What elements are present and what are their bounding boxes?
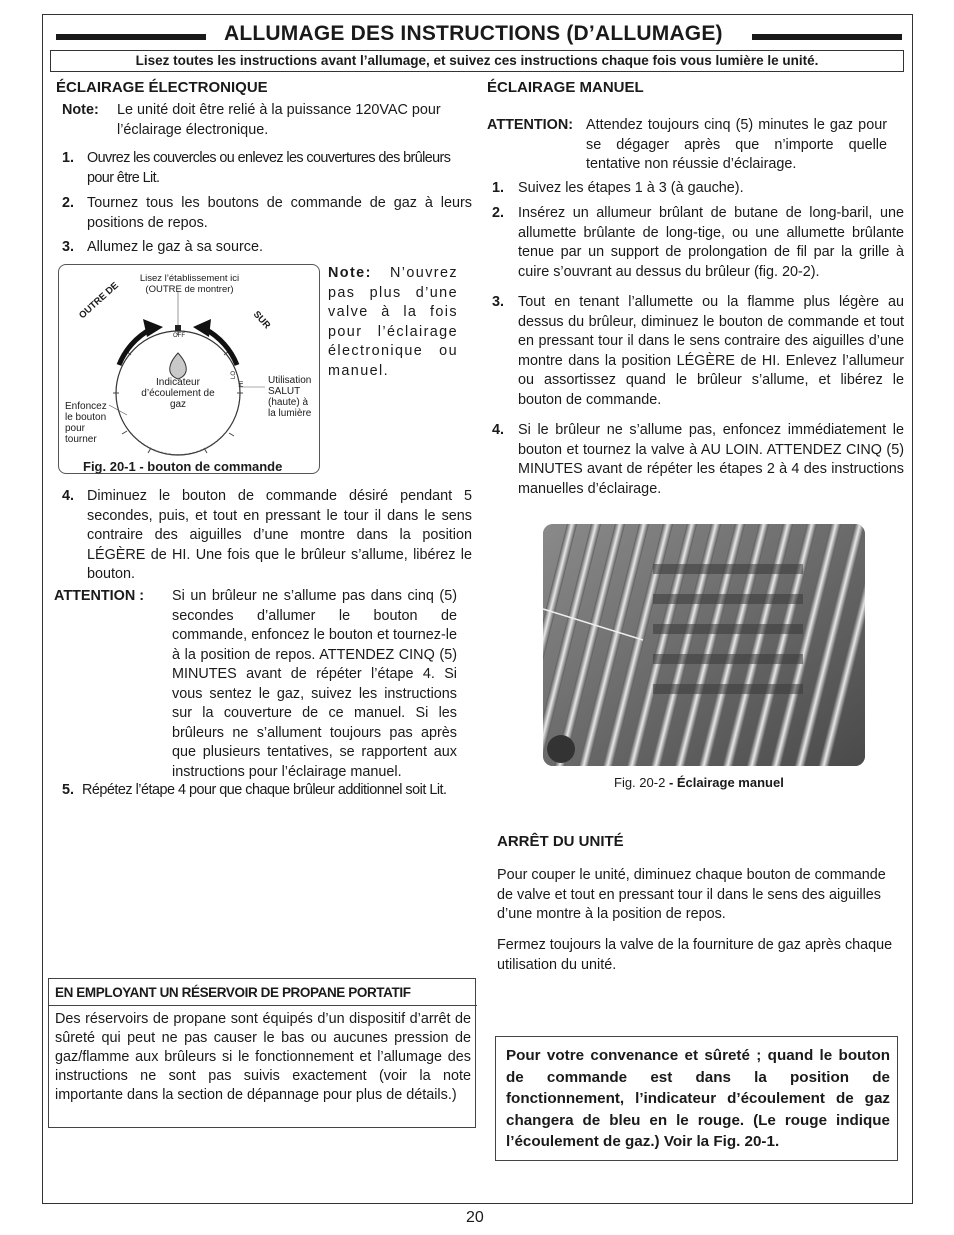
step-number: 1. — [492, 180, 505, 196]
step-text: Tout en tenant l’allumette ou la flamme plus légère au dessus du brûleur, diminuez le bouton de commande et tout en pressant tour il dans le sens contraire des aiguilles d’une montre dans la position LÉGÈRE de HI. Enlevez l’allumeur ou assortissez quand le brûleur s’allume, et libérez le bouton de commande. — [518, 294, 904, 408]
note-text: Le unité doit être relié à la puissance 120VAC pour l’éclairage électronique. — [117, 102, 441, 138]
electronic-heading: ÉCLAIRAGE ÉLECTRONIQUE — [56, 79, 268, 96]
indicator-label: Indicateur d’écoulement de gaz — [141, 377, 215, 410]
subtitle-banner: Lisez toutes les instructions avant l’allumage, et suivez ces instructions chaque fois vous lumière le unité. — [50, 50, 904, 72]
attention-label: ATTENTION : — [54, 588, 145, 604]
step-text: Insérez un allumeur brûlant de butane de long-baril, une allumette brûlante de long-tige, ou une allumette brûlante tenue par un support de prolongation de fil par la grille à cuire s’ouvrant au dessus du brûleur (fig. 20-2). — [518, 205, 904, 280]
push-label: Enfoncez le bouton pour tourner — [65, 401, 107, 445]
attention-text: Si un brûleur ne s’allume pas dans cinq (5) secondes d’allumer le bouton de commande, enfoncez le bouton et tournez-le à la position de repos. ATTENDEZ CINQ (5) MINUTES avant de répéter l’étape 4. Si vous sentez le gaz, suivez les instructions sur la couverture de ce manuel. Si les brûleurs ne s’allument toujours pas après que plusieurs tentatives, se rapportent aux instructions pour l’éclairage manuel. — [172, 588, 457, 780]
attention-text: Attendez toujours cinq (5) minutes le gaz pour se dégager après que n’importe quelle tentative non réussie d’éclairage. — [586, 117, 887, 172]
photo-caption-prefix: Fig. 20-2 — [614, 775, 666, 790]
step-text: Ouvrez les couvercles ou enlevez les couvertures des brûleurs pour être Lit. — [87, 150, 451, 186]
propane-text: Des réservoirs de propane sont équipés d’un dispositif d’arrêt de sûreté qui peut ne pas causer le bas ou aucunes pression de gaz/flamme aux brûleurs si le fonctionnement et l’allumage des instructions ne sont pas suivis exactement (voir la note importante dans la section de dépannage pour plus de détails.) — [55, 1011, 471, 1103]
step-number: 1. — [62, 150, 75, 166]
step-text: Répétez l’étape 4 pour que chaque brûleur additionnel soit Lit. — [82, 782, 447, 798]
title-rule-left — [56, 34, 206, 40]
step-text: Allumez le gaz à sa source. — [87, 239, 263, 255]
side-note — [328, 264, 458, 381]
step-number: 2. — [492, 205, 505, 221]
note-label: Note: — [62, 102, 99, 118]
manual-heading: ÉCLAIRAGE MANUEL — [487, 79, 644, 96]
knob-caption: Fig. 20-1 - bouton de commande — [83, 459, 283, 474]
step-number: 3. — [62, 239, 75, 255]
photo-caption-title: - Éclairage manuel — [668, 775, 784, 790]
step-text: Tournez tous les boutons de commande de gaz à leurs positions de repos. — [87, 195, 472, 231]
propane-heading: EN EMPLOYANT UN RÉSERVOIR DE PROPANE PORTATIF — [55, 985, 411, 1000]
propane-divider — [49, 1005, 477, 1006]
page-title: ALLUMAGE DES INSTRUCTIONS (D’ALLUMAGE) — [224, 22, 723, 45]
page-number: 20 — [466, 1209, 484, 1226]
photo-caption — [614, 775, 784, 790]
step-text: Si le brûleur ne s’allume pas, enfoncez immédiatement le bouton et tournez la valve à AU LOIN. ATTENDEZ CINQ (5) MINUTES avant de répéter les étapes 2 à 4 des instructions manuelles d’éclairage. — [518, 422, 904, 497]
shutdown-heading: ARRÊT DU UNITÉ — [497, 833, 624, 850]
outre-label: OUTRE DE — [77, 280, 121, 322]
step-text: Suivez les étapes 1 à 3 (à gauche). — [518, 180, 744, 196]
step-number: 2. — [62, 195, 75, 211]
title-row — [56, 22, 902, 50]
grill-photo — [543, 524, 865, 766]
step-number: 4. — [62, 488, 75, 504]
side-note-label: Note: — [328, 265, 372, 281]
title-rule-right — [752, 34, 902, 40]
hi-tick-label: HI — [239, 381, 245, 387]
knob-top-label: Lisez l’établissement ici (OUTRE de montrer) — [139, 273, 240, 295]
propane-box — [48, 978, 476, 1128]
step-text: Diminuez le bouton de commande désiré pendant 5 secondes, puis, et tout en pressant le tour il dans le sens contraire des aiguilles d’une montre dans la position LÉGÈRE de HI. Une fois que le brûleur s’allume, libérez le bouton. — [87, 488, 472, 582]
grill-grate-illustration — [543, 524, 865, 766]
step-number: 5. — [62, 782, 75, 798]
convenience-text: Pour votre convenance et sûreté ; quand le bouton de commande est dans la position de fonctionnement, l’indicateur d’écoulement de gaz changera de bleu en le rouge. (Le rouge indique l’écoulement de gaz.) Voir la Fig. 20-1. — [506, 1047, 890, 1150]
step-number: 4. — [492, 422, 505, 438]
step-number: 3. — [492, 294, 505, 310]
off-tick-label: OFF — [173, 333, 185, 339]
shutdown-paragraph-1: Pour couper le unité, diminuez chaque bouton de commande de valve et tout en pressant tour il dans le sens des aiguilles d’une montre à la position de repos. — [497, 867, 886, 922]
side-note-text: N’ouvrez pas plus d’une valve à la fois pour l’éclairage électronique ou manuel. — [328, 265, 458, 379]
convenience-box — [495, 1036, 898, 1161]
attention-label: ATTENTION: — [487, 117, 574, 133]
sur-label: SUR — [250, 309, 273, 332]
hi-label: Utilisation SALUT (haute) à la lumière — [268, 375, 312, 419]
knob-figure — [58, 264, 320, 474]
lo-tick-label: LO — [231, 370, 237, 379]
shutdown-paragraph-2: Fermez toujours la valve de la fourniture de gaz après chaque utilisation du unité. — [497, 937, 893, 973]
